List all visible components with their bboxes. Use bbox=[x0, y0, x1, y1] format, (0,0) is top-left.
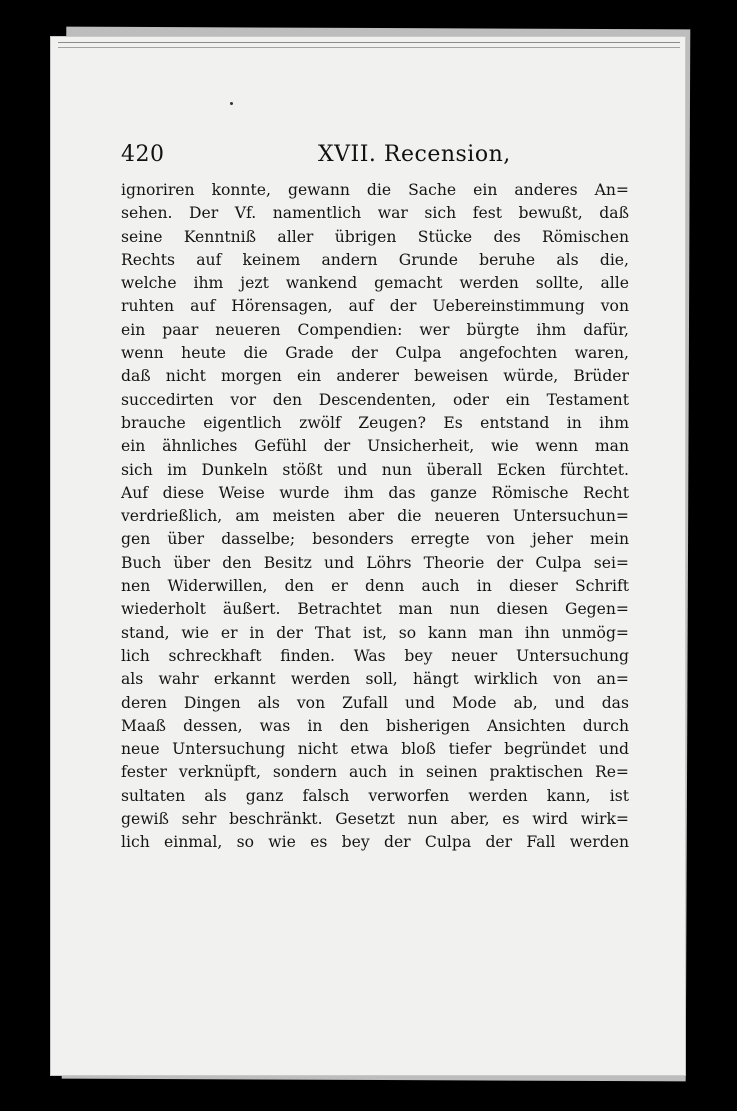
text-line: lich schreckhaft finden. Was bey neuer Untersuchung bbox=[121, 646, 629, 665]
text-line: Maaß dessen, was in den bisherigen Ansichten durch bbox=[121, 716, 629, 735]
page-number: 420 bbox=[121, 142, 165, 167]
running-head: XVII. Recension, bbox=[318, 142, 511, 167]
text-line: als wahr erkannt werden soll, hängt wirklich von an= bbox=[121, 670, 629, 689]
text-line: neue Untersuchung nicht etwa bloß tiefer begründet und bbox=[121, 740, 629, 759]
text-line: Buch über den Besitz und Löhrs Theorie der Culpa sei= bbox=[121, 553, 629, 572]
text-line: wiederholt äußert. Betrachtet man nun diesen Gegen= bbox=[121, 600, 629, 619]
text-line: deren Dingen als von Zufall und Mode ab, und das bbox=[121, 693, 629, 712]
text-line: sich im Dunkeln stößt und nun überall Ecken fürchtet. bbox=[121, 460, 629, 479]
page-top-edge bbox=[58, 42, 680, 48]
body-text bbox=[121, 179, 629, 855]
page-header bbox=[121, 142, 641, 174]
text-line: wenn heute die Grade der Culpa angefochten waren, bbox=[121, 344, 629, 363]
text-line: seine Kenntniß aller übrigen Stücke des Römischen bbox=[121, 227, 629, 246]
text-line: stand, wie er in der That ist, so kann man ihn unmög= bbox=[121, 623, 629, 642]
text-line: ruhten auf Hörensagen, auf der Uebereinstimmung von bbox=[121, 297, 629, 316]
text-line: succedirten vor den Descendenten, oder ein Testament bbox=[121, 390, 629, 409]
text-line: gewiß sehr beschränkt. Gesetzt nun aber, es wird wirk= bbox=[121, 810, 629, 829]
text-line: gen über dasselbe; besonders erregte von jeher mein bbox=[121, 530, 629, 549]
text-line: lich einmal, so wie es bey der Culpa der Fall werden bbox=[121, 833, 629, 852]
text-line: sultaten als ganz falsch verworfen werden kann, ist bbox=[121, 786, 629, 805]
text-line: sehen. Der Vf. namentlich war sich fest bewußt, daß bbox=[121, 204, 629, 223]
text-line: ein paar neueren Compendien: wer bürgte ihm dafür, bbox=[121, 320, 629, 339]
text-line: ein ähnliches Gefühl der Unsicherheit, wie wenn man bbox=[121, 437, 629, 456]
text-line: welche ihm jezt wankend gemacht werden sollte, alle bbox=[121, 274, 629, 293]
text-line: brauche eigentlich zwölf Zeugen? Es entstand in ihm bbox=[121, 413, 629, 432]
text-line: verdrießlich, am meisten aber die neueren Untersuchun= bbox=[121, 507, 629, 526]
text-line: Rechts auf keinem andern Grunde beruhe als die, bbox=[121, 250, 629, 269]
text-line: fester verknüpft, sondern auch in seinen praktischen Re= bbox=[121, 763, 629, 782]
ink-speck bbox=[230, 102, 233, 105]
text-line: nen Widerwillen, den er denn auch in dieser Schrift bbox=[121, 577, 629, 596]
text-line: Auf diese Weise wurde ihm das ganze Römische Recht bbox=[121, 483, 629, 502]
text-line: daß nicht morgen ein anderer beweisen würde, Brüder bbox=[121, 367, 629, 386]
text-line: ignoriren konnte, gewann die Sache ein anderes An= bbox=[121, 181, 629, 199]
